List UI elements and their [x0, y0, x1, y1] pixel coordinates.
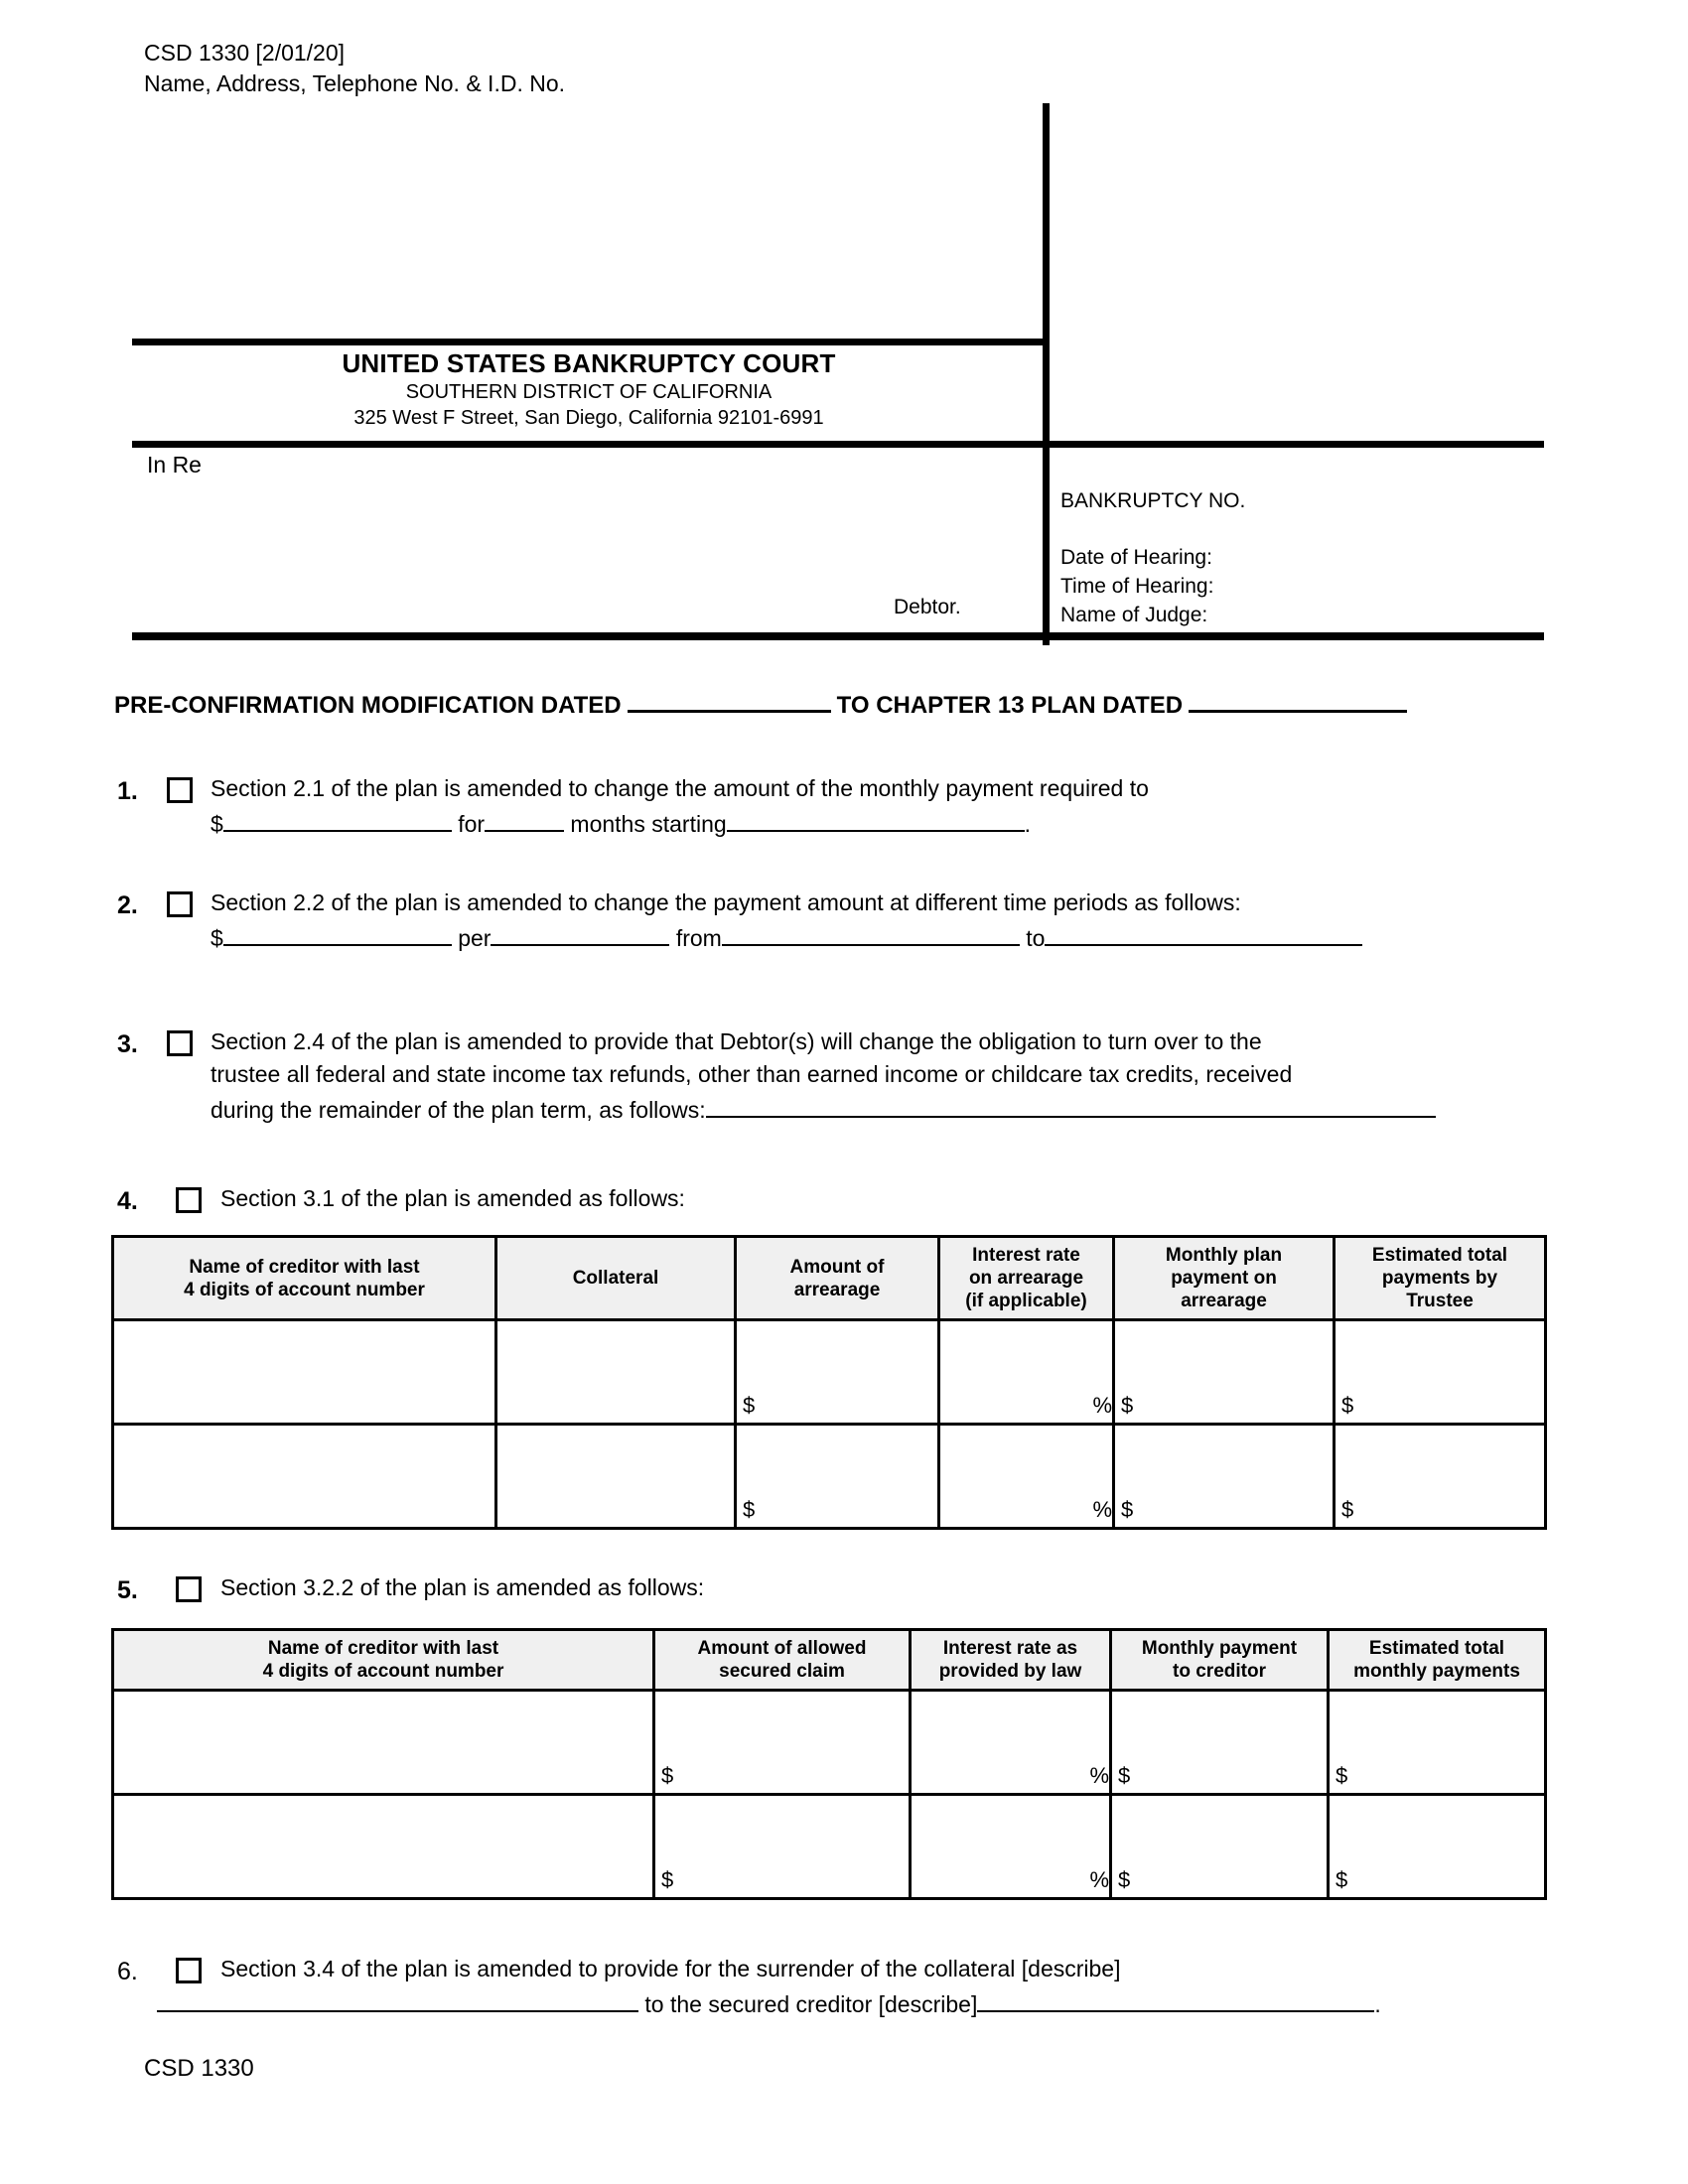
document-title: [114, 692, 1574, 720]
table-31-r1-total[interactable]: $: [1335, 1320, 1546, 1425]
case-info-block: [1060, 486, 1245, 629]
table-31-r1-creditor[interactable]: [113, 1320, 496, 1425]
item-1-dollar-sign: $: [211, 811, 223, 837]
table-section-3-2-2: [111, 1628, 1547, 1900]
table-31-r1-collateral[interactable]: [496, 1320, 736, 1425]
item-4-number: 4.: [117, 1187, 138, 1215]
table-31-col-arrearage: Amount of arrearage: [736, 1237, 939, 1320]
table-322-r1-interest[interactable]: %: [911, 1691, 1111, 1795]
table-31-r1-interest[interactable]: %: [939, 1320, 1114, 1425]
item-1-amount-blank[interactable]: [223, 805, 452, 832]
item-6-body: [220, 1953, 1571, 2021]
item-1-for-label: for: [458, 811, 486, 837]
table-31-header-row: [113, 1237, 1546, 1320]
item-4-body: [220, 1182, 685, 1215]
table-322-header-row: [113, 1630, 1546, 1691]
item-6-line-2: to the secured creditor [describe]: [644, 1991, 978, 2017]
court-district: SOUTHERN DISTRICT OF CALIFORNIA: [405, 381, 773, 403]
name-of-judge-label: Name of Judge:: [1060, 604, 1208, 626]
item-3-description-blank[interactable]: [706, 1091, 1436, 1118]
table-322-r2-monthly[interactable]: $: [1111, 1795, 1329, 1899]
item-6-period: .: [1374, 1991, 1381, 2017]
item-2-to-blank[interactable]: [1045, 919, 1362, 946]
attorney-caption-hint: Name, Address, Telephone No. & I.D. No.: [144, 70, 566, 96]
item-3-checkbox[interactable]: [167, 1030, 193, 1056]
table-31-col-creditor: Name of creditor with last 4 digits of account number: [113, 1237, 496, 1320]
table-322-col-interest: Interest rate as provided by law: [911, 1630, 1111, 1691]
table-31-col-interest: Interest rate on arrearage (if applicable): [939, 1237, 1114, 1320]
item-2-checkbox[interactable]: [167, 891, 193, 917]
table-322-col-creditor: Name of creditor with last 4 digits of account number: [113, 1630, 654, 1691]
table-322-col-monthly: Monthly payment to creditor: [1111, 1630, 1329, 1691]
modification-date-blank[interactable]: [628, 710, 831, 713]
table-31-r1-monthly[interactable]: $: [1114, 1320, 1335, 1425]
item-4-checkbox[interactable]: [176, 1187, 202, 1213]
table-31-r2-arrearage[interactable]: $: [736, 1425, 939, 1529]
item-2-number: 2.: [117, 891, 138, 919]
item-1-number: 1.: [117, 777, 138, 805]
table-322-r2-total[interactable]: $: [1329, 1795, 1546, 1899]
item-2-from-label: from: [675, 925, 722, 951]
table-322-col-total: Estimated total monthly payments: [1329, 1630, 1546, 1691]
table-row[interactable]: [113, 1795, 1546, 1899]
court-bottom-rule: [132, 441, 1544, 448]
footer-form-id: CSD 1330: [144, 2055, 254, 2082]
item-1-body: [211, 772, 1531, 841]
item-6-collateral-blank[interactable]: [157, 1985, 638, 2012]
item-6-number: 6.: [117, 1958, 138, 1985]
table-31-r2-total[interactable]: $: [1335, 1425, 1546, 1529]
item-2-amount-blank[interactable]: [223, 919, 452, 946]
table-31-r2-monthly[interactable]: $: [1114, 1425, 1335, 1529]
table-322-r1-total[interactable]: $: [1329, 1691, 1546, 1795]
court-header: [132, 347, 1046, 431]
item-1-months-blank[interactable]: [485, 805, 564, 832]
court-address: 325 West F Street, San Diego, California 92101-6991: [353, 407, 824, 429]
time-of-hearing-label: Time of Hearing:: [1060, 575, 1214, 598]
item-2-dollar-sign: $: [211, 925, 223, 951]
item-1-checkbox[interactable]: [167, 777, 193, 803]
item-2-to-label: to: [1026, 925, 1046, 951]
item-3-line-3: during the remainder of the plan term, as follows:: [211, 1097, 706, 1123]
table-31-r2-collateral[interactable]: [496, 1425, 736, 1529]
item-1-start-date-blank[interactable]: [727, 805, 1025, 832]
caption-bottom-rule: [132, 632, 1544, 640]
plan-date-blank[interactable]: [1189, 710, 1407, 713]
item-3-line-2: trustee all federal and state income tax refunds, other than earned income or childcare tax credits, received: [211, 1061, 1293, 1087]
item-6-checkbox[interactable]: [176, 1958, 202, 1983]
table-31-col-collateral: Collateral: [496, 1237, 736, 1320]
table-322-r1-claim[interactable]: $: [654, 1691, 911, 1795]
bankruptcy-no-label: BANKRUPTCY NO.: [1060, 489, 1246, 512]
item-5-line-1: Section 3.2.2 of the plan is amended as follows:: [220, 1574, 705, 1600]
date-of-hearing-label: Date of Hearing:: [1060, 546, 1212, 569]
item-1-line-1: Section 2.1 of the plan is amended to change the amount of the monthly payment required to: [211, 775, 1149, 801]
title-part-2: TO CHAPTER 13 PLAN DATED: [836, 692, 1184, 719]
item-5-number: 5.: [117, 1576, 138, 1604]
item-3-body: [211, 1025, 1566, 1127]
debtor-label: Debtor.: [894, 596, 961, 618]
item-2-line-1: Section 2.2 of the plan is amended to change the payment amount at different time periods as follows:: [211, 889, 1241, 915]
form-identifier-block: [144, 38, 565, 99]
item-2-per-label: per: [458, 925, 492, 951]
item-3-number: 3.: [117, 1030, 138, 1058]
table-322-r1-creditor[interactable]: [113, 1691, 654, 1795]
table-322-r2-claim[interactable]: $: [654, 1795, 911, 1899]
table-31-r2-interest[interactable]: %: [939, 1425, 1114, 1529]
table-322-r2-creditor[interactable]: [113, 1795, 654, 1899]
item-1-period: .: [1024, 811, 1032, 837]
item-6-line-1: Section 3.4 of the plan is amended to provide for the surrender of the collateral [describe]: [220, 1956, 1121, 1981]
in-re-label: In Re: [147, 452, 202, 478]
table-322-r2-interest[interactable]: %: [911, 1795, 1111, 1899]
item-6-creditor-blank[interactable]: [977, 1985, 1374, 2012]
item-2-from-blank[interactable]: [722, 919, 1020, 946]
table-322-col-allowed-claim: Amount of allowed secured claim: [654, 1630, 911, 1691]
table-row[interactable]: [113, 1425, 1546, 1529]
item-5-checkbox[interactable]: [176, 1576, 202, 1602]
table-31-r2-creditor[interactable]: [113, 1425, 496, 1529]
table-row[interactable]: [113, 1691, 1546, 1795]
court-top-rule: [132, 339, 1046, 345]
item-2-period-blank[interactable]: [491, 919, 669, 946]
table-section-3-1: [111, 1235, 1547, 1530]
table-31-col-total: Estimated total payments by Trustee: [1335, 1237, 1546, 1320]
item-2-body: [211, 887, 1561, 955]
item-5-body: [220, 1571, 704, 1604]
table-322-r1-monthly[interactable]: $: [1111, 1691, 1329, 1795]
table-row[interactable]: [113, 1320, 1546, 1425]
table-31-r1-arrearage[interactable]: $: [736, 1320, 939, 1425]
item-1-months-starting-label: months starting: [570, 811, 727, 837]
item-4-line-1: Section 3.1 of the plan is amended as follows:: [220, 1185, 685, 1211]
form-id-text: CSD 1330 [2/01/20]: [144, 40, 346, 66]
title-part-1: PRE-CONFIRMATION MODIFICATION DATED: [114, 692, 622, 719]
item-3-line-1: Section 2.4 of the plan is amended to provide that Debtor(s) will change the obligation to turn over to the: [211, 1028, 1262, 1054]
table-31-col-monthly: Monthly plan payment on arrearage: [1114, 1237, 1335, 1320]
court-name: UNITED STATES BANKRUPTCY COURT: [342, 348, 836, 378]
